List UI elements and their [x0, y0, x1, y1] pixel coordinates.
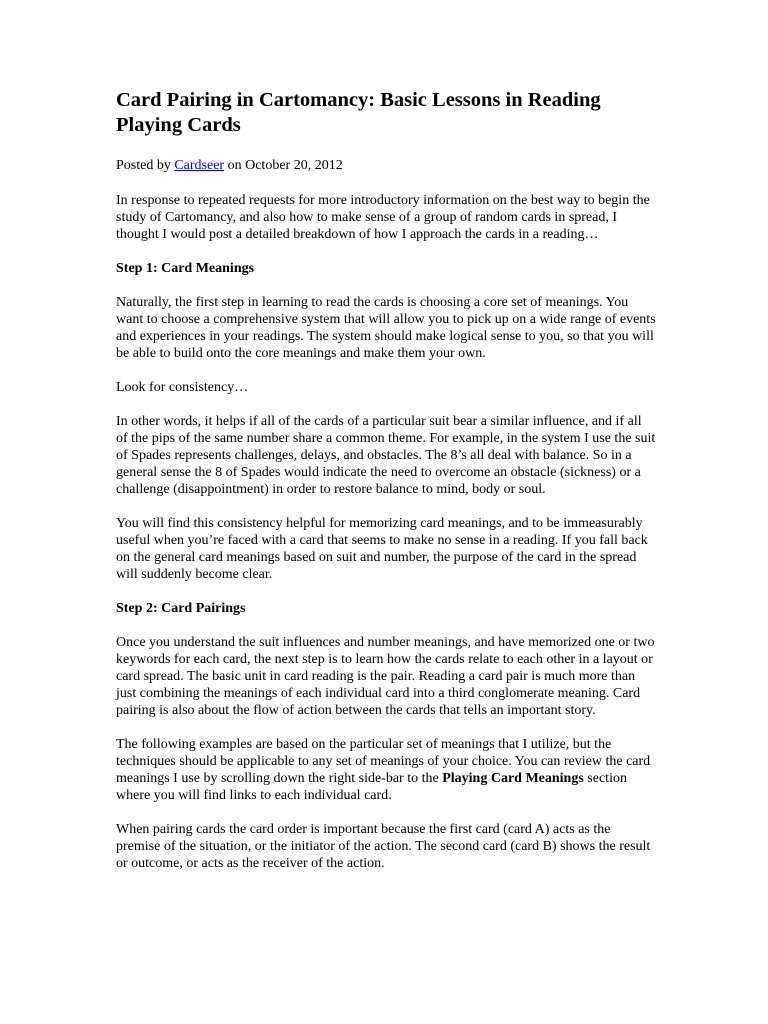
- step2-paragraph-2-end: section where you will find links to each individual card.: [116, 771, 627, 803]
- article: [116, 88, 656, 889]
- step1-paragraph-4: You will find this consistency helpful for memorizing card meanings, and to be immeasurably useful when you’re faced with a card that seems to make no sense in a reading. If you fall back on the general card meanings based on suit and number, the purpose of the card in the spread will suddenly become clear.: [116, 516, 648, 582]
- playing-card-meanings-emphasis: Playing Card Meanings: [442, 771, 584, 786]
- author-link[interactable]: Cardseer: [174, 158, 225, 173]
- step1-paragraph-3: In other words, it helps if all of the cards of a particular suit bear a similar influence, and if all of the pips of the same number share a common theme. For example, in the system I use the suit of Spades represents challenges, delays, and obstacles. The 8’s all deal with balance. So in a general sense the 8 of Spades would indicate the need to overcome an obstacle (sickness) or a challenge (disappointment) in order to restore balance to mind, body or soul.: [116, 414, 656, 497]
- step2-paragraph-1: Once you understand the suit influences and number meanings, and have memorized one or two keywords for each card, the next step is to learn how the cards relate to each other in a layout or card spread. The basic unit in card reading is the pair. Reading a card pair is much more than just combining the meanings of each individual card into a third conglomerate meaning. Card pairing is also about the flow of action between the cards that tells an important story.: [116, 635, 655, 718]
- step2-paragraph-2: [116, 736, 656, 804]
- intro-paragraph: In response to repeated requests for more introductory information on the best way to begin the study of Cartomancy, and also how to make sense of a group of random cards in spread, I thought I would post a detailed breakdown of how I approach the cards in a reading…: [116, 193, 650, 242]
- step2-paragraph-2-start: The following examples are based on the particular set of meanings that I utilize, but the techniques should be applicable to any set of meanings of your choice. You can review the card meanings I use by scrolling down the right side-bar to the: [116, 737, 651, 786]
- step1-paragraph-2: Look for consistency…: [116, 380, 249, 395]
- post-meta-date: on October 20, 2012: [224, 158, 343, 173]
- post-meta: [116, 157, 656, 174]
- article-title: Card Pairing in Cartomancy: Basic Lessons in Reading Playing Cards: [116, 89, 601, 136]
- step1-paragraph-1: Naturally, the first step in learning to read the cards is choosing a core set of meanings. You want to choose a comprehensive system that will allow you to pick up on a wide range of events and experiences in your readings. The system should make logical sense to you, so that you will be able to build onto the core meanings and make them your own.: [116, 295, 656, 361]
- step1-heading: Step 1: Card Meanings: [116, 261, 255, 276]
- step2-heading: Step 2: Card Pairings: [116, 601, 246, 616]
- post-meta-prefix: Posted by: [116, 158, 175, 173]
- step2-paragraph-3: When pairing cards the card order is important because the first card (card A) acts as the premise of the situation, or the initiator of the action. The second card (card B) shows the result or outcome, or acts as the receiver of the action.: [116, 822, 651, 871]
